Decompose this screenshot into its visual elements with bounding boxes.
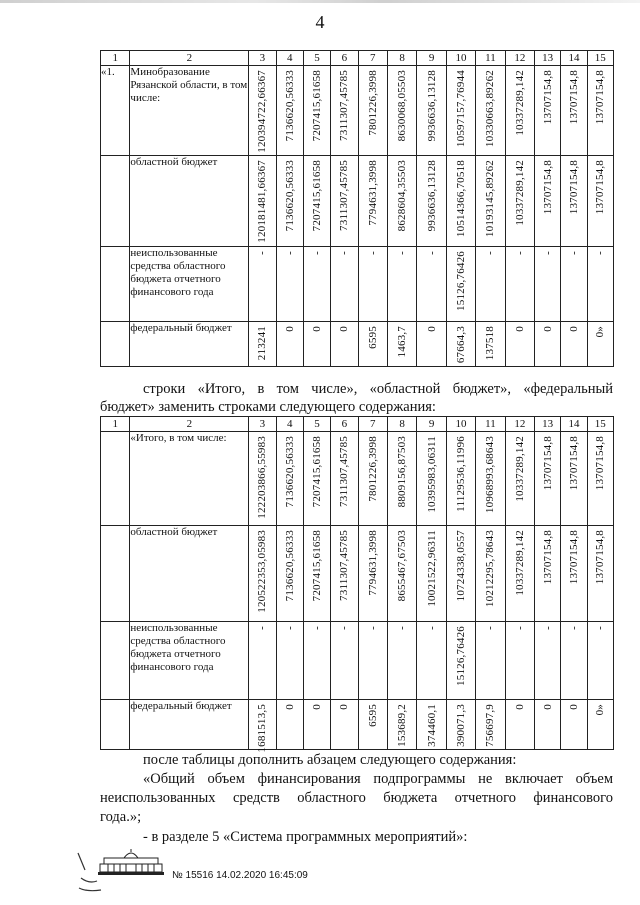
cell-value: 6595 [366,326,379,349]
value-cell [446,322,475,367]
value-cell [446,526,475,622]
value-cell [587,700,613,750]
cell-value: - [567,251,580,255]
cell-value: 13707154,8 [594,160,607,215]
value-cell [535,66,561,156]
cell-value: 13707154,8 [567,160,580,215]
column-header: 10 [446,417,475,432]
value-cell [446,700,475,750]
value-cell [476,432,505,526]
cell-value: - [396,626,409,630]
cell-value: 756697,9 [484,704,497,747]
cell-value: 11129536,11996 [454,436,467,512]
table-row [101,247,614,322]
cell-value: 0 [311,704,324,710]
paragraph-quote-line3: года.»; [100,809,142,825]
row-number [101,700,130,750]
cell-value: 0» [594,704,607,716]
cell-value: 7136620,56333 [283,160,296,232]
cell-value: 10597157,76944 [454,70,467,148]
column-header: 10 [446,51,475,66]
column-header: 11 [476,417,505,432]
value-cell [476,700,505,750]
cell-value: 10724338,0557 [454,530,467,602]
cell-value: 9936636,13128 [425,70,438,142]
value-cell [387,156,416,247]
cell-value: 10021522,96311 [425,530,438,607]
cell-value: 13707154,8 [567,436,580,491]
row-label: «Итого, в том числе: [130,432,249,526]
cell-value: - [541,626,554,630]
value-cell [276,66,303,156]
cell-value: 8630068,05503 [396,70,409,142]
cell-value: - [256,251,269,255]
cell-value: 7136620,56333 [283,436,296,508]
value-cell [331,247,358,322]
row-number [101,622,130,700]
cell-value: 7794631,3998 [366,530,379,596]
row-label: Минобразование Рязанской области, в том числе: [130,66,249,156]
value-cell [276,526,303,622]
cell-value: - [338,626,351,630]
table-row [101,432,614,526]
cell-value: 8655467,67503 [396,530,409,602]
value-cell [505,432,534,526]
value-cell [387,526,416,622]
cell-value: 7801226,3998 [366,70,379,136]
value-cell [505,700,534,750]
row-label: областной бюджет [130,156,249,247]
value-cell [446,66,475,156]
table1-body [101,51,614,367]
value-cell [331,156,358,247]
value-cell [505,526,534,622]
value-cell [276,247,303,322]
cell-value: 7311307,45785 [338,160,351,231]
cell-value: 10337289,142 [513,436,526,502]
cell-value: 13707154,8 [567,70,580,125]
value-cell [331,526,358,622]
value-cell [387,432,416,526]
cell-value: 67664,3 [454,326,467,364]
cell-value: - [366,626,379,630]
value-cell [358,432,387,526]
cell-value: - [311,626,324,630]
cell-value: 8809156,87503 [396,436,409,508]
value-cell [561,526,587,622]
value-cell [476,526,505,622]
cell-value: 7311307,45785 [338,436,351,507]
value-cell [276,156,303,247]
cell-value: 120181481,66367 [256,160,269,243]
value-cell [587,622,613,700]
value-cell [476,622,505,700]
cell-value: 15126,76426 [454,251,467,311]
column-header: 14 [561,417,587,432]
cell-value: 0 [541,704,554,710]
table-header-row [101,51,614,66]
value-cell [417,432,446,526]
cell-value: 7207415,61658 [311,530,324,602]
value-cell [303,526,330,622]
value-cell [417,66,446,156]
cell-value: 0 [425,326,438,332]
column-header: 5 [303,51,330,66]
value-cell [358,700,387,750]
value-cell [587,432,613,526]
value-cell [331,66,358,156]
cell-value: - [594,626,607,630]
cell-value: 7136620,56333 [283,530,296,602]
cell-value: 10330663,89262 [484,70,497,148]
value-cell [387,322,416,367]
cell-value: 10395983,06311 [425,436,438,513]
value-cell [561,322,587,367]
cell-value: 0 [338,704,351,710]
value-cell [561,66,587,156]
cell-value: - [484,251,497,255]
value-cell [417,156,446,247]
value-cell [249,526,276,622]
table2-body [101,417,614,753]
seal-building-icon [96,848,166,876]
row-number [101,322,130,367]
table-header-row [101,417,614,432]
cell-value: 1681513,5 [256,704,269,753]
cell-value: 374460,1 [425,704,438,747]
value-cell [249,156,276,247]
row-number [101,156,130,247]
cell-value: 0 [283,704,296,710]
column-header: 7 [358,51,387,66]
column-header: 8 [387,51,416,66]
value-cell [561,247,587,322]
value-cell [331,322,358,367]
row-number [101,432,130,526]
cell-value: - [594,251,607,255]
cell-value: - [567,626,580,630]
value-cell [276,622,303,700]
column-header: 13 [535,417,561,432]
cell-value: 10514366,70518 [454,160,467,238]
cell-value: - [283,251,296,255]
cell-value: 122203866,55983 [256,436,269,519]
column-header: 2 [130,51,249,66]
column-header: 4 [276,51,303,66]
row-label: федеральный бюджет [130,700,249,750]
row-number [101,247,130,322]
page-number: 4 [315,12,325,32]
value-cell [249,247,276,322]
column-header: 1 [101,51,130,66]
value-cell [387,622,416,700]
cell-value: - [283,626,296,630]
value-cell [446,156,475,247]
paragraph-replace-rows-line1: строки «Итого, в том числе», «областной бюджет», «федеральный [143,381,613,397]
value-cell [417,622,446,700]
registration-stamp: № 15516 14.02.2020 16:45:09 [172,870,308,881]
value-cell [331,700,358,750]
value-cell [505,247,534,322]
paragraph-quote-line1: «Общий объем финансирования подпрограммы не включает объем [143,771,613,787]
column-header: 14 [561,51,587,66]
column-header: 15 [587,417,613,432]
value-cell [303,622,330,700]
cell-value: 137518 [484,326,497,361]
value-cell [358,526,387,622]
cell-value: 13707154,8 [594,530,607,585]
cell-value: 0 [541,326,554,332]
cell-value: - [513,251,526,255]
value-cell [446,432,475,526]
column-header: 11 [476,51,505,66]
cell-value: 13707154,8 [594,70,607,125]
value-cell [303,247,330,322]
cell-value: 10193145,89262 [484,160,497,238]
value-cell [535,432,561,526]
cell-value: 0 [513,704,526,710]
cell-value: 0 [338,326,351,332]
value-cell [561,156,587,247]
column-header: 1 [101,417,130,432]
value-cell [446,247,475,322]
value-cell [505,622,534,700]
column-header: 3 [249,417,276,432]
cell-value: 10212295,78643 [484,530,497,608]
column-header: 13 [535,51,561,66]
table-row [101,156,614,247]
cell-value: 10968993,68643 [484,436,497,514]
value-cell [535,247,561,322]
value-cell [387,66,416,156]
row-number [101,526,130,622]
cell-value: 7207415,61658 [311,436,324,508]
value-cell [535,156,561,247]
value-cell [587,66,613,156]
value-cell [476,156,505,247]
value-cell [535,322,561,367]
column-header: 5 [303,417,330,432]
cell-value: - [425,626,438,630]
cell-value: 8628604,35503 [396,160,409,232]
cell-value: 7207415,61658 [311,70,324,142]
value-cell [249,322,276,367]
cell-value: 0 [311,326,324,332]
cell-value: 0 [513,326,526,332]
value-cell [587,526,613,622]
cell-value: 13707154,8 [567,530,580,585]
value-cell [587,322,613,367]
cell-value: - [484,626,497,630]
value-cell [358,622,387,700]
row-label: федеральный бюджет [130,322,249,367]
value-cell [276,432,303,526]
value-cell [358,156,387,247]
cell-value: 0 [567,704,580,710]
cell-value: 1463,7 [396,326,409,358]
value-cell [303,322,330,367]
value-cell [358,247,387,322]
cell-value: 7794631,3998 [366,160,379,226]
funding-table-old [100,50,614,367]
value-cell [249,66,276,156]
row-label: неиспользованные средства областного бюджета отчетного финансового года [130,622,249,700]
value-cell [303,156,330,247]
value-cell [249,622,276,700]
cell-value: - [256,626,269,630]
column-header: 6 [331,417,358,432]
value-cell [561,700,587,750]
cell-value: 9936636,13128 [425,160,438,232]
cell-value: - [541,251,554,255]
paragraph-replace-rows-line2: бюджет» заменить строками следующего содержания: [100,399,436,415]
cell-value: - [311,251,324,255]
value-cell [476,66,505,156]
cell-value: - [396,251,409,255]
row-number: «1. [101,66,130,156]
value-cell [417,322,446,367]
cell-value: 120522353,05983 [256,530,269,613]
value-cell [417,526,446,622]
cell-value: 7136620,56333 [283,70,296,142]
row-label: областной бюджет [130,526,249,622]
value-cell [303,432,330,526]
value-cell [476,247,505,322]
cell-value: 10337289,142 [513,530,526,596]
paragraph-section5: - в разделе 5 «Система программных мероприятий»: [143,829,468,845]
column-header: 12 [505,51,534,66]
value-cell [387,247,416,322]
column-header: 9 [417,417,446,432]
cell-value: 10337289,142 [513,70,526,136]
row-label: неиспользованные средства областного бюджета отчетного финансового года [130,247,249,322]
cell-value: - [366,251,379,255]
value-cell [249,700,276,753]
value-cell [276,322,303,367]
value-cell [303,700,330,750]
value-cell [417,700,446,750]
column-header: 9 [417,51,446,66]
column-header: 3 [249,51,276,66]
cell-value: 0» [594,326,607,338]
value-cell [505,322,534,367]
value-cell [476,322,505,367]
cell-value: 7311307,45785 [338,70,351,141]
table-row [101,526,614,622]
value-cell [387,700,416,750]
value-cell [417,247,446,322]
value-cell [561,432,587,526]
cell-value: 7207415,61658 [311,160,324,232]
value-cell [587,247,613,322]
cell-value: 0 [283,326,296,332]
value-cell [358,322,387,367]
value-cell [535,526,561,622]
column-header: 6 [331,51,358,66]
column-header: 4 [276,417,303,432]
value-cell [535,622,561,700]
funding-table-new [100,416,614,753]
column-header: 15 [587,51,613,66]
cell-value: 390071,3 [454,704,467,747]
column-header: 8 [387,417,416,432]
cell-value: - [425,251,438,255]
cell-value: 13707154,8 [541,70,554,125]
value-cell [276,700,303,750]
column-header: 12 [505,417,534,432]
value-cell [358,66,387,156]
cell-value: 120394722,66367 [256,70,269,153]
cell-value: 13707154,8 [594,436,607,491]
scan-edge [0,0,640,3]
value-cell [505,66,534,156]
value-cell [331,432,358,526]
column-header: 2 [130,417,249,432]
paragraph-add-after-table: после таблицы дополнить абзацем следующего содержания: [143,752,517,768]
cell-value: 13707154,8 [541,160,554,215]
cell-value: 7801226,3998 [366,436,379,502]
cell-value: - [338,251,351,255]
cell-value: 7311307,45785 [338,530,351,601]
table-row [101,322,614,367]
cell-value: 213241 [256,326,269,361]
cell-value: 6595 [366,704,379,727]
cell-value: 13707154,8 [541,436,554,491]
column-header: 7 [358,417,387,432]
cell-value: 153689,2 [396,704,409,747]
value-cell [303,66,330,156]
value-cell [446,622,475,700]
value-cell [331,622,358,700]
cell-value: 13707154,8 [541,530,554,585]
cell-value: - [513,626,526,630]
table-row [101,66,614,156]
value-cell [561,622,587,700]
value-cell [249,432,276,526]
cell-value: 10337289,142 [513,160,526,226]
paragraph-quote-line2: неиспользованных средств областного бюджета отчетного финансового [100,790,613,806]
value-cell [587,156,613,247]
cell-value: 15126,76426 [454,626,467,686]
table-row [101,700,614,750]
table-row [101,622,614,700]
cell-value: 0 [567,326,580,332]
value-cell [505,156,534,247]
value-cell [535,700,561,750]
